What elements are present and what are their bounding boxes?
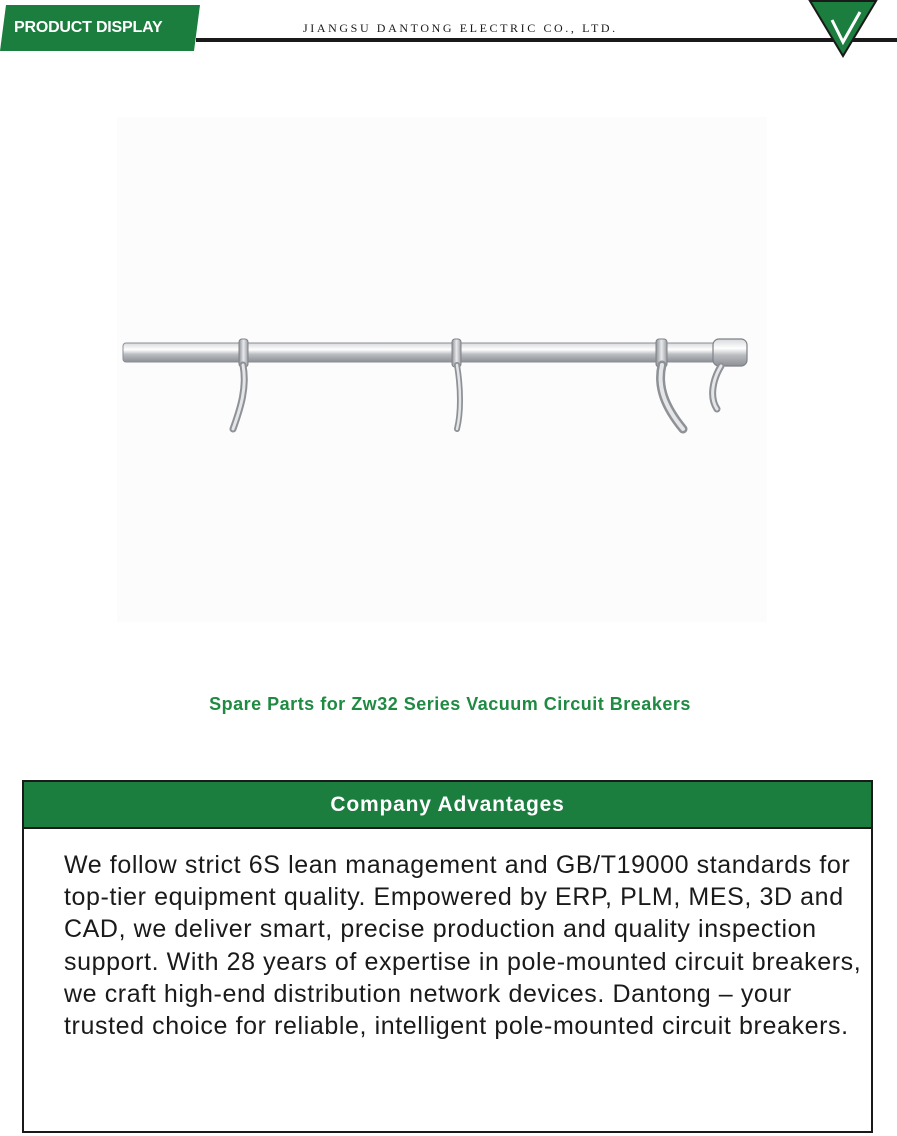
advantages-body-text: We follow strict 6S lean management and GB/T19000 standards for top-tier equipment quality. Empowered by ERP, PLM, MES, 3D and CAD, we deliver smart, precise production and quality inspection support. With 28 years of expertise in pole-mounted circuit breakers, we craft high-end distribution network devices. Dantong – your trusted choice for reliable, intelligent pole-mounted circuit breakers.	[64, 851, 862, 1041]
section-tag	[0, 5, 200, 51]
product-image	[117, 117, 767, 622]
header-divider	[196, 38, 897, 42]
page-header	[0, 0, 897, 60]
company-advantages-panel	[22, 780, 873, 1133]
spare-parts-rod-illustration	[117, 117, 767, 622]
advantages-title: Company Advantages	[330, 793, 565, 816]
section-label: PRODUCT DISPLAY	[14, 19, 163, 36]
dantong-v-triangle-logo-icon	[808, 0, 878, 58]
product-caption: Spare Parts for Zw32 Series Vacuum Circuit Breakers	[209, 694, 691, 714]
company-name: JIANGSU DANTONG ELECTRIC CO., LTD.	[303, 21, 618, 35]
